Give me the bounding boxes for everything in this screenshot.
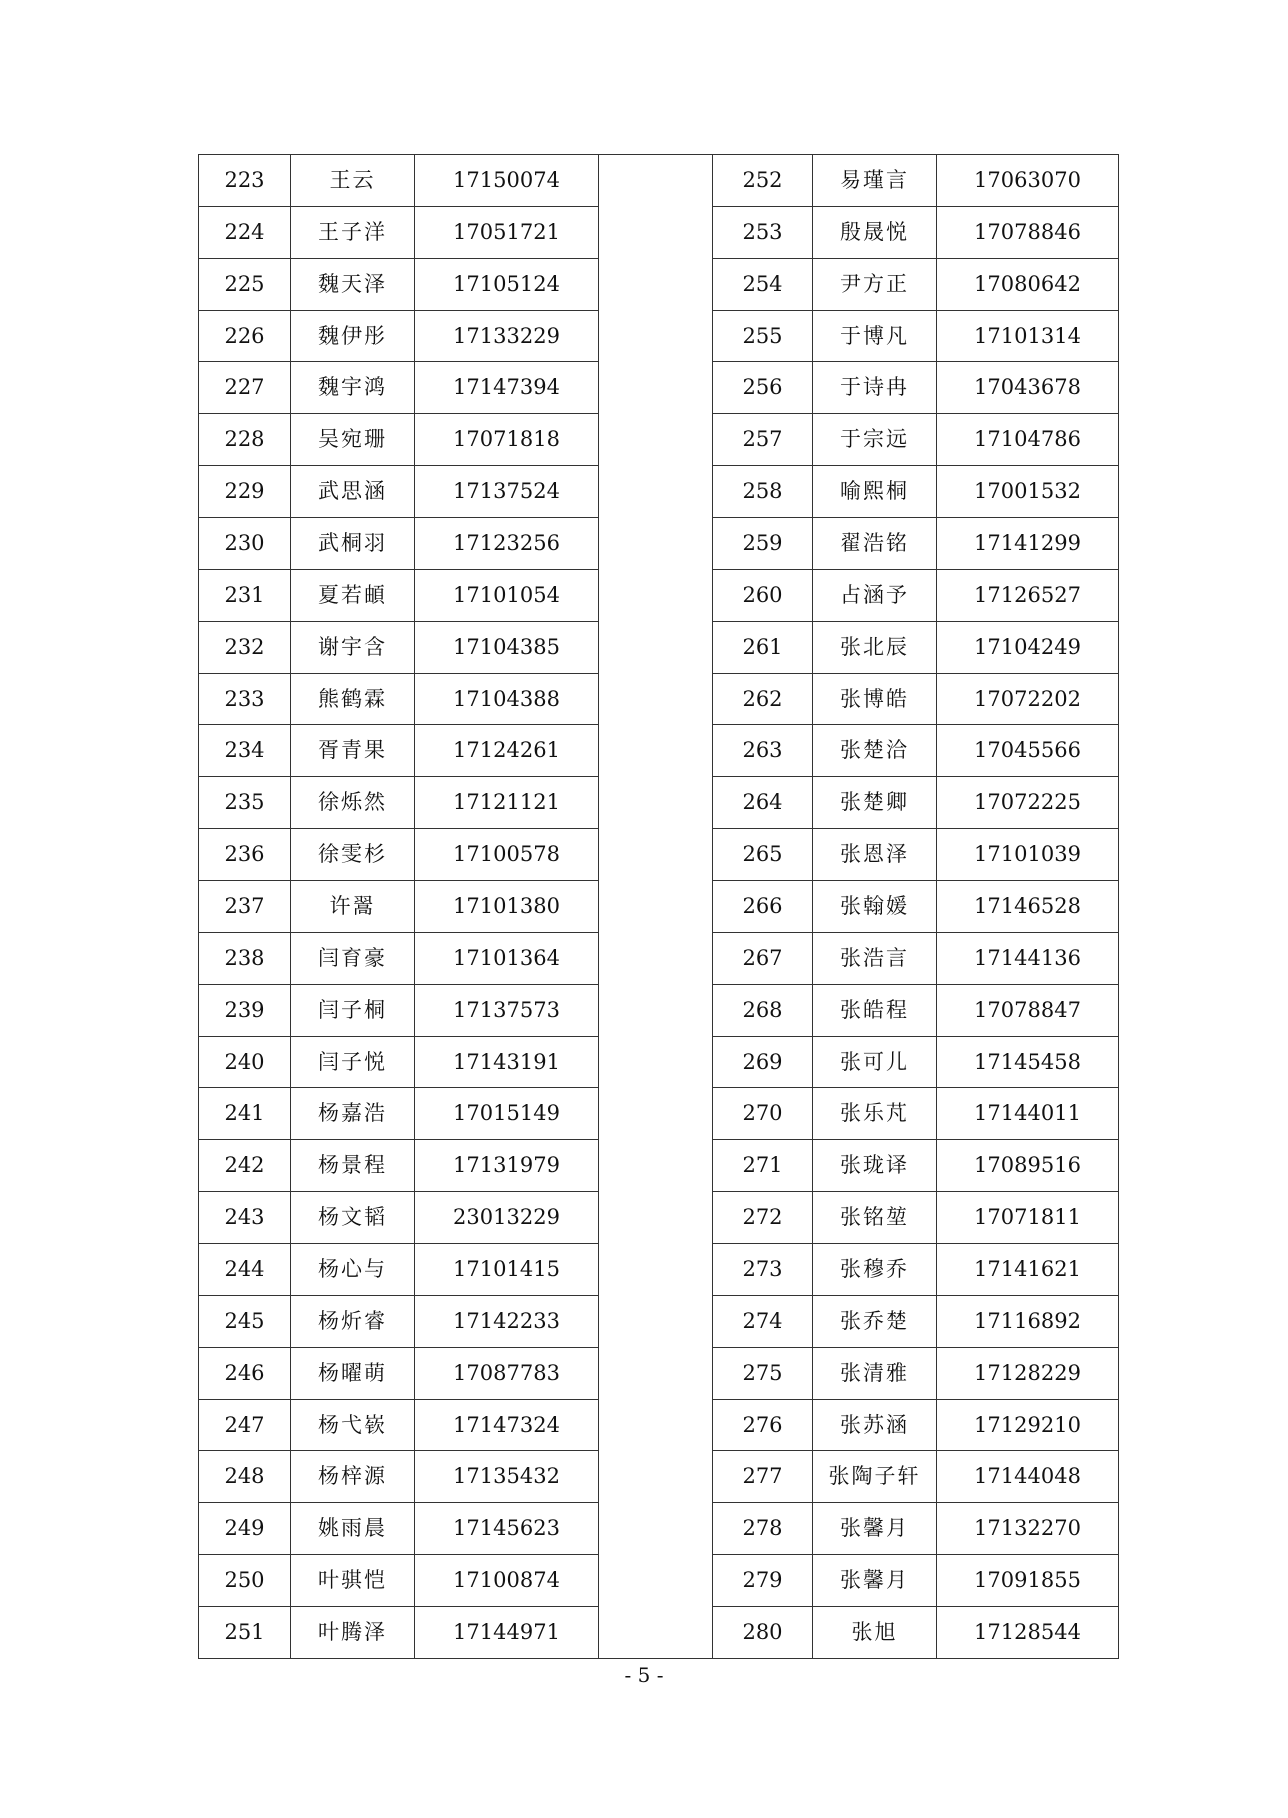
student-id-cell: 17141299 bbox=[937, 518, 1119, 570]
student-id-cell: 17145458 bbox=[937, 1036, 1119, 1088]
student-name-cell: 杨嘉浩 bbox=[291, 1088, 415, 1140]
row-number-cell: 248 bbox=[199, 1451, 291, 1503]
student-id-cell: 17101039 bbox=[937, 829, 1119, 881]
student-name-cell: 易瑾言 bbox=[813, 155, 937, 207]
row-number-cell: 240 bbox=[199, 1036, 291, 1088]
row-number-cell: 226 bbox=[199, 310, 291, 362]
column-gap bbox=[599, 518, 713, 570]
student-id-cell: 17144136 bbox=[937, 932, 1119, 984]
row-number-cell: 269 bbox=[713, 1036, 813, 1088]
row-number-cell: 251 bbox=[199, 1607, 291, 1659]
column-gap bbox=[599, 1503, 713, 1555]
student-id-cell: 17143191 bbox=[415, 1036, 599, 1088]
student-id-cell: 17123256 bbox=[415, 518, 599, 570]
table-row bbox=[199, 155, 1119, 207]
student-id-cell: 17078847 bbox=[937, 984, 1119, 1036]
student-id-cell: 17144048 bbox=[937, 1451, 1119, 1503]
table-row bbox=[199, 621, 1119, 673]
student-name-cell: 闫育豪 bbox=[291, 932, 415, 984]
student-id-cell: 17104385 bbox=[415, 621, 599, 673]
student-name-cell: 魏天泽 bbox=[291, 258, 415, 310]
row-number-cell: 256 bbox=[713, 362, 813, 414]
row-number-cell: 253 bbox=[713, 206, 813, 258]
student-name-cell: 张楚卿 bbox=[813, 777, 937, 829]
column-gap bbox=[599, 1140, 713, 1192]
table-row bbox=[199, 881, 1119, 933]
student-name-cell: 徐雯杉 bbox=[291, 829, 415, 881]
column-gap bbox=[599, 569, 713, 621]
student-name-cell: 杨文韬 bbox=[291, 1192, 415, 1244]
student-name-cell: 吴宛珊 bbox=[291, 414, 415, 466]
student-id-cell: 17145623 bbox=[415, 1503, 599, 1555]
student-name-cell: 张馨月 bbox=[813, 1503, 937, 1555]
student-id-cell: 17051721 bbox=[415, 206, 599, 258]
column-gap bbox=[599, 1295, 713, 1347]
student-id-cell: 17128229 bbox=[937, 1347, 1119, 1399]
student-name-cell: 叶骐恺 bbox=[291, 1555, 415, 1607]
row-number-cell: 242 bbox=[199, 1140, 291, 1192]
column-gap bbox=[599, 1451, 713, 1503]
student-name-cell: 杨梓源 bbox=[291, 1451, 415, 1503]
student-name-cell: 杨景程 bbox=[291, 1140, 415, 1192]
column-gap bbox=[599, 310, 713, 362]
row-number-cell: 241 bbox=[199, 1088, 291, 1140]
student-id-cell: 17001532 bbox=[937, 466, 1119, 518]
row-number-cell: 274 bbox=[713, 1295, 813, 1347]
row-number-cell: 278 bbox=[713, 1503, 813, 1555]
student-id-cell: 17101314 bbox=[937, 310, 1119, 362]
row-number-cell: 223 bbox=[199, 155, 291, 207]
student-name-cell: 王子洋 bbox=[291, 206, 415, 258]
student-id-cell: 17072225 bbox=[937, 777, 1119, 829]
row-number-cell: 276 bbox=[713, 1399, 813, 1451]
student-id-cell: 17132270 bbox=[937, 1503, 1119, 1555]
student-name-cell: 夏若頔 bbox=[291, 569, 415, 621]
student-id-cell: 17101364 bbox=[415, 932, 599, 984]
row-number-cell: 232 bbox=[199, 621, 291, 673]
student-name-cell: 殷晟悦 bbox=[813, 206, 937, 258]
student-id-cell: 17091855 bbox=[937, 1555, 1119, 1607]
student-name-cell: 张博皓 bbox=[813, 673, 937, 725]
student-id-cell: 17043678 bbox=[937, 362, 1119, 414]
table-row bbox=[199, 518, 1119, 570]
student-name-cell: 张穆乔 bbox=[813, 1244, 937, 1296]
student-name-cell: 杨炘睿 bbox=[291, 1295, 415, 1347]
row-number-cell: 261 bbox=[713, 621, 813, 673]
table-row bbox=[199, 1607, 1119, 1659]
student-name-cell: 杨弋嵚 bbox=[291, 1399, 415, 1451]
row-number-cell: 235 bbox=[199, 777, 291, 829]
column-gap bbox=[599, 984, 713, 1036]
row-number-cell: 277 bbox=[713, 1451, 813, 1503]
student-id-cell: 17124261 bbox=[415, 725, 599, 777]
table-row bbox=[199, 569, 1119, 621]
row-number-cell: 227 bbox=[199, 362, 291, 414]
row-number-cell: 249 bbox=[199, 1503, 291, 1555]
student-name-cell: 胥青果 bbox=[291, 725, 415, 777]
table-row bbox=[199, 1399, 1119, 1451]
column-gap bbox=[599, 725, 713, 777]
student-name-cell: 张恩泽 bbox=[813, 829, 937, 881]
row-number-cell: 270 bbox=[713, 1088, 813, 1140]
student-name-cell: 熊鹤霖 bbox=[291, 673, 415, 725]
table-row bbox=[199, 1295, 1119, 1347]
student-name-cell: 杨曜萌 bbox=[291, 1347, 415, 1399]
table-row bbox=[199, 362, 1119, 414]
row-number-cell: 272 bbox=[713, 1192, 813, 1244]
row-number-cell: 228 bbox=[199, 414, 291, 466]
student-name-cell: 徐烁然 bbox=[291, 777, 415, 829]
column-gap bbox=[599, 258, 713, 310]
student-name-cell: 闫子桐 bbox=[291, 984, 415, 1036]
column-gap bbox=[599, 932, 713, 984]
student-id-cell: 17101415 bbox=[415, 1244, 599, 1296]
table-row bbox=[199, 1036, 1119, 1088]
row-number-cell: 237 bbox=[199, 881, 291, 933]
student-name-cell: 张可儿 bbox=[813, 1036, 937, 1088]
row-number-cell: 245 bbox=[199, 1295, 291, 1347]
student-name-cell: 魏伊彤 bbox=[291, 310, 415, 362]
column-gap bbox=[599, 362, 713, 414]
student-name-cell: 于宗远 bbox=[813, 414, 937, 466]
student-id-cell: 17147324 bbox=[415, 1399, 599, 1451]
student-name-cell: 魏宇鸿 bbox=[291, 362, 415, 414]
column-gap bbox=[599, 881, 713, 933]
row-number-cell: 273 bbox=[713, 1244, 813, 1296]
student-name-cell: 于博凡 bbox=[813, 310, 937, 362]
table-row bbox=[199, 725, 1119, 777]
student-name-cell: 叶腾泽 bbox=[291, 1607, 415, 1659]
table-row bbox=[199, 414, 1119, 466]
table-row bbox=[199, 1088, 1119, 1140]
student-id-cell: 17144011 bbox=[937, 1088, 1119, 1140]
row-number-cell: 252 bbox=[713, 155, 813, 207]
row-number-cell: 239 bbox=[199, 984, 291, 1036]
column-gap bbox=[599, 155, 713, 207]
student-id-cell: 17015149 bbox=[415, 1088, 599, 1140]
student-name-cell: 武思涵 bbox=[291, 466, 415, 518]
column-gap bbox=[599, 466, 713, 518]
student-id-cell: 17063070 bbox=[937, 155, 1119, 207]
student-name-cell: 于诗冉 bbox=[813, 362, 937, 414]
row-number-cell: 279 bbox=[713, 1555, 813, 1607]
page-number: - 5 - bbox=[624, 1663, 664, 1687]
table-row bbox=[199, 1192, 1119, 1244]
student-id-cell: 17104249 bbox=[937, 621, 1119, 673]
student-name-cell: 占涵予 bbox=[813, 569, 937, 621]
student-id-cell: 17045566 bbox=[937, 725, 1119, 777]
row-number-cell: 263 bbox=[713, 725, 813, 777]
student-name-cell: 喻熙桐 bbox=[813, 466, 937, 518]
table-row bbox=[199, 206, 1119, 258]
row-number-cell: 259 bbox=[713, 518, 813, 570]
student-id-cell: 17128544 bbox=[937, 1607, 1119, 1659]
row-number-cell: 250 bbox=[199, 1555, 291, 1607]
student-name-cell: 谢宇含 bbox=[291, 621, 415, 673]
student-name-cell: 张浩言 bbox=[813, 932, 937, 984]
student-name-cell: 姚雨晨 bbox=[291, 1503, 415, 1555]
row-number-cell: 262 bbox=[713, 673, 813, 725]
table-row bbox=[199, 984, 1119, 1036]
student-name-cell: 张翰媛 bbox=[813, 881, 937, 933]
row-number-cell: 229 bbox=[199, 466, 291, 518]
student-name-cell: 张楚洽 bbox=[813, 725, 937, 777]
row-number-cell: 225 bbox=[199, 258, 291, 310]
column-gap bbox=[599, 1399, 713, 1451]
student-id-cell: 17146528 bbox=[937, 881, 1119, 933]
row-number-cell: 264 bbox=[713, 777, 813, 829]
row-number-cell: 265 bbox=[713, 829, 813, 881]
column-gap bbox=[599, 1347, 713, 1399]
row-number-cell: 246 bbox=[199, 1347, 291, 1399]
column-gap bbox=[599, 1607, 713, 1659]
student-id-cell: 17135432 bbox=[415, 1451, 599, 1503]
table-row bbox=[199, 466, 1119, 518]
student-id-cell: 17116892 bbox=[937, 1295, 1119, 1347]
column-gap bbox=[599, 1088, 713, 1140]
student-name-cell: 张铭堃 bbox=[813, 1192, 937, 1244]
row-number-cell: 260 bbox=[713, 569, 813, 621]
student-name-cell: 张馨月 bbox=[813, 1555, 937, 1607]
student-name-cell: 张清雅 bbox=[813, 1347, 937, 1399]
student-id-cell: 17126527 bbox=[937, 569, 1119, 621]
student-name-cell: 武桐羽 bbox=[291, 518, 415, 570]
student-id-cell: 17133229 bbox=[415, 310, 599, 362]
row-number-cell: 231 bbox=[199, 569, 291, 621]
row-number-cell: 255 bbox=[713, 310, 813, 362]
student-id-cell: 17131979 bbox=[415, 1140, 599, 1192]
row-number-cell: 275 bbox=[713, 1347, 813, 1399]
row-number-cell: 233 bbox=[199, 673, 291, 725]
student-id-cell: 17144971 bbox=[415, 1607, 599, 1659]
student-id-cell: 17087783 bbox=[415, 1347, 599, 1399]
column-gap bbox=[599, 1036, 713, 1088]
table-row bbox=[199, 829, 1119, 881]
student-id-cell: 17100874 bbox=[415, 1555, 599, 1607]
row-number-cell: 234 bbox=[199, 725, 291, 777]
column-gap bbox=[599, 621, 713, 673]
column-gap bbox=[599, 414, 713, 466]
student-name-cell: 张珑译 bbox=[813, 1140, 937, 1192]
student-id-cell: 17101380 bbox=[415, 881, 599, 933]
row-number-cell: 257 bbox=[713, 414, 813, 466]
roster-body bbox=[199, 155, 1119, 1659]
table-row bbox=[199, 1503, 1119, 1555]
student-name-cell: 张乔楚 bbox=[813, 1295, 937, 1347]
student-id-cell: 17137573 bbox=[415, 984, 599, 1036]
table-row bbox=[199, 1555, 1119, 1607]
row-number-cell: 244 bbox=[199, 1244, 291, 1296]
student-id-cell: 23013229 bbox=[415, 1192, 599, 1244]
table-row bbox=[199, 1347, 1119, 1399]
student-name-cell: 张苏涵 bbox=[813, 1399, 937, 1451]
student-name-cell: 许翯 bbox=[291, 881, 415, 933]
student-id-cell: 17121121 bbox=[415, 777, 599, 829]
student-name-cell: 杨心与 bbox=[291, 1244, 415, 1296]
student-id-cell: 17100578 bbox=[415, 829, 599, 881]
student-name-cell: 王云 bbox=[291, 155, 415, 207]
table-row bbox=[199, 1140, 1119, 1192]
row-number-cell: 230 bbox=[199, 518, 291, 570]
row-number-cell: 243 bbox=[199, 1192, 291, 1244]
table-row bbox=[199, 258, 1119, 310]
student-id-cell: 17104786 bbox=[937, 414, 1119, 466]
row-number-cell: 280 bbox=[713, 1607, 813, 1659]
student-id-cell: 17089516 bbox=[937, 1140, 1119, 1192]
column-gap bbox=[599, 206, 713, 258]
student-id-cell: 17142233 bbox=[415, 1295, 599, 1347]
row-number-cell: 224 bbox=[199, 206, 291, 258]
table-row bbox=[199, 932, 1119, 984]
student-id-cell: 17080642 bbox=[937, 258, 1119, 310]
student-name-cell: 闫子悦 bbox=[291, 1036, 415, 1088]
column-gap bbox=[599, 1555, 713, 1607]
table-row bbox=[199, 1244, 1119, 1296]
student-id-cell: 17104388 bbox=[415, 673, 599, 725]
table-row bbox=[199, 1451, 1119, 1503]
student-id-cell: 17147394 bbox=[415, 362, 599, 414]
column-gap bbox=[599, 829, 713, 881]
student-id-cell: 17071811 bbox=[937, 1192, 1119, 1244]
student-name-cell: 张北辰 bbox=[813, 621, 937, 673]
column-gap bbox=[599, 1244, 713, 1296]
column-gap bbox=[599, 673, 713, 725]
column-gap bbox=[599, 777, 713, 829]
student-name-cell: 张陶子轩 bbox=[813, 1451, 937, 1503]
student-name-cell: 张旭 bbox=[813, 1607, 937, 1659]
table-row bbox=[199, 310, 1119, 362]
student-name-cell: 张乐芃 bbox=[813, 1088, 937, 1140]
student-id-cell: 17129210 bbox=[937, 1399, 1119, 1451]
row-number-cell: 268 bbox=[713, 984, 813, 1036]
student-id-cell: 17141621 bbox=[937, 1244, 1119, 1296]
column-gap bbox=[599, 1192, 713, 1244]
row-number-cell: 238 bbox=[199, 932, 291, 984]
row-number-cell: 271 bbox=[713, 1140, 813, 1192]
row-number-cell: 266 bbox=[713, 881, 813, 933]
student-id-cell: 17078846 bbox=[937, 206, 1119, 258]
row-number-cell: 267 bbox=[713, 932, 813, 984]
student-id-cell: 17101054 bbox=[415, 569, 599, 621]
table-row bbox=[199, 673, 1119, 725]
student-name-cell: 张皓程 bbox=[813, 984, 937, 1036]
row-number-cell: 236 bbox=[199, 829, 291, 881]
row-number-cell: 247 bbox=[199, 1399, 291, 1451]
table-row bbox=[199, 777, 1119, 829]
student-name-cell: 尹方正 bbox=[813, 258, 937, 310]
student-id-cell: 17071818 bbox=[415, 414, 599, 466]
student-name-cell: 翟浩铭 bbox=[813, 518, 937, 570]
row-number-cell: 254 bbox=[713, 258, 813, 310]
row-number-cell: 258 bbox=[713, 466, 813, 518]
student-id-cell: 17150074 bbox=[415, 155, 599, 207]
roster-table bbox=[198, 154, 1119, 1659]
student-id-cell: 17137524 bbox=[415, 466, 599, 518]
student-id-cell: 17105124 bbox=[415, 258, 599, 310]
student-id-cell: 17072202 bbox=[937, 673, 1119, 725]
